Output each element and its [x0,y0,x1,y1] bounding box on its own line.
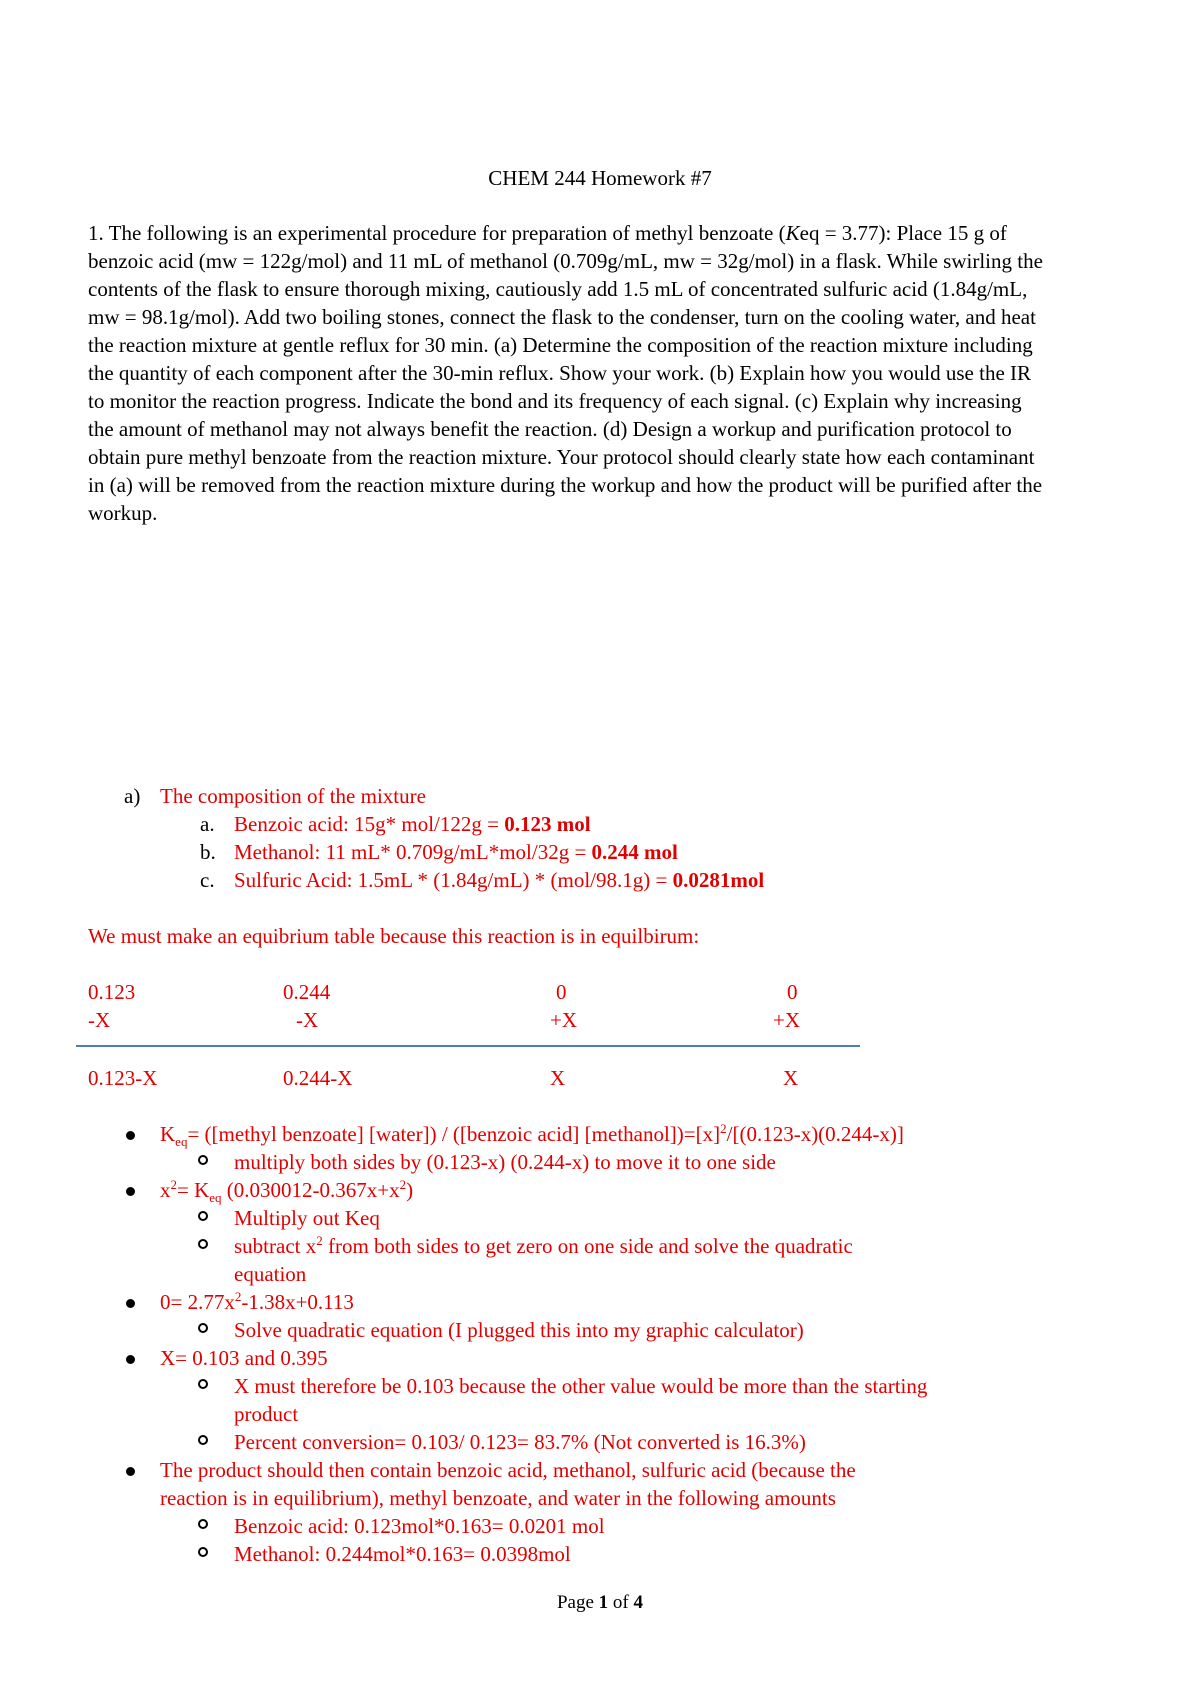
bullet-icon [126,1131,135,1140]
item-marker: c. [200,868,215,892]
amount-benzoic-acid: Benzoic acid: 0.123mol*0.163= 0.0201 mol [234,1514,605,1538]
answer-a-marker: a) [124,784,141,808]
page-footer: Page 1 of 4 [556,1592,643,1613]
problem-intro: 1. The following is an experimental procedure for preparation of methyl benzoate ( [88,221,786,245]
bullet-icon [126,1187,135,1196]
percent-conversion: Percent conversion= 0.103/ 0.123= 83.7% (Not converted is 16.3%) [234,1430,806,1454]
item-methanol: Methanol: 11 mL* 0.709g/mL*mol/32g = 0.244 mol [234,840,678,864]
ice-cell: 0.123 [88,980,136,1004]
item-benzoic-acid: Benzoic acid: 15g* mol/122g = 0.123 mol [234,812,591,836]
ice-cell: 0 [787,980,798,1004]
problem-body: eq = 3.77): Place 15 g of benzoic acid (mw = 122g/mol) and 11 mL of methanol (0.709g/mL, mw = 32g/mol) in a flask. While swirling the contents of the flask to ensure thorough mixing, cautiously add 1.5 mL of concentrated sulfuric acid (1.84g/mL, mw = 98.1g/mol). Add two boiling stones, connect the flask to the condenser, turn on the cooling water, and heat the reaction mixture at gentle reflux for 30 min. (a) Determine the composition of the reaction mixture including the quantity of each component after the 30-min reflux. Show your work. (b) Explain how you would use the IR to monitor the reaction progress. Indicate the bond and its frequency of each signal. (c) Explain why increasing the amount of methanol may not always benefit the reaction. (d) Design a workup and purification protocol to obtain pure methyl benzoate from the reaction mixture. Your protocol should clearly state how each contaminant in (a) will be removed from the reaction mixture during the workup and how the product will be purified after the workup. [88,221,1043,525]
step-text: Multiply out Keq [234,1206,380,1230]
keq-symbol: K [785,221,800,245]
ice-cell: -X [88,1008,111,1032]
ice-cell: X [550,1066,566,1090]
answer-a-heading: The composition of the mixture [160,784,426,808]
sub-bullet-icon [198,1155,208,1165]
step-text: equation [234,1262,307,1286]
sub-bullet-icon [198,1323,208,1333]
sub-bullet-icon [198,1239,208,1249]
item-sulfuric-acid: Sulfuric Acid: 1.5mL * (1.84g/mL) * (mol/98.1g) = 0.0281mol [234,868,765,892]
step-text: multiply both sides by (0.123-x) (0.244-x) to move it to one side [234,1150,776,1174]
page-number: 1 [598,1592,609,1613]
item-marker: b. [200,840,216,864]
table-divider [76,1045,860,1047]
ice-cell: +X [550,1008,578,1032]
keq-expression: $K_{eq}=$ ([methyl benzoate] [water]) / ([benzoic acid] $[methanol])=[x]^2/[(0.123-x)(0.244-x)]$ [160,1121,904,1150]
sub-bullet-icon [198,1547,208,1557]
sub-bullet-icon [198,1379,208,1389]
problem-statement [88,219,1050,527]
x-solutions: X= 0.103 and 0.395 [160,1346,328,1370]
bullet-icon [126,1467,135,1476]
document-title: CHEM 244 Homework #7 [488,166,712,190]
product-contents: reaction is in equilibrium), methyl benzoate, and water in the following amounts [160,1486,836,1510]
sub-bullet-icon [198,1519,208,1529]
ice-cell: X [783,1066,799,1090]
step-text: Solve quadratic equation (I plugged this into my graphic calculator) [234,1318,804,1342]
equilibrium-intro: We must make an equibrium table because this reaction is in equilbirum: [88,924,700,948]
ice-cell: 0 [556,980,567,1004]
step-text: product [234,1402,299,1426]
x-squared-expression: $x^2= K_{eq}$ $(0.030012-0.367x+x^2)$ [160,1177,414,1206]
sub-bullet-icon [198,1435,208,1445]
quadratic-equation: $0= 2.77x^2-1.38x+0.113$ [160,1289,354,1314]
ice-cell: +X [773,1008,801,1032]
bullet-icon [126,1299,135,1308]
ice-cell: 0.244 [283,980,331,1004]
product-contents: The product should then contain benzoic acid, methanol, sulfuric acid (because the [160,1458,856,1482]
page-total: 4 [633,1592,643,1613]
ice-cell: -X [296,1008,319,1032]
amount-methanol: Methanol: 0.244mol*0.163= 0.0398mol [234,1542,571,1566]
sub-bullet-icon [198,1211,208,1221]
ice-cell: 0.244-X [283,1066,353,1090]
item-marker: a. [200,812,215,836]
bullet-icon [126,1355,135,1364]
ice-cell: 0.123-X [88,1066,158,1090]
step-text: X must therefore be 0.103 because the other value would be more than the starting [234,1374,928,1398]
step-text: subtract $x^2$ from both sides to get zero on one side and solve the quadratic [234,1233,853,1258]
